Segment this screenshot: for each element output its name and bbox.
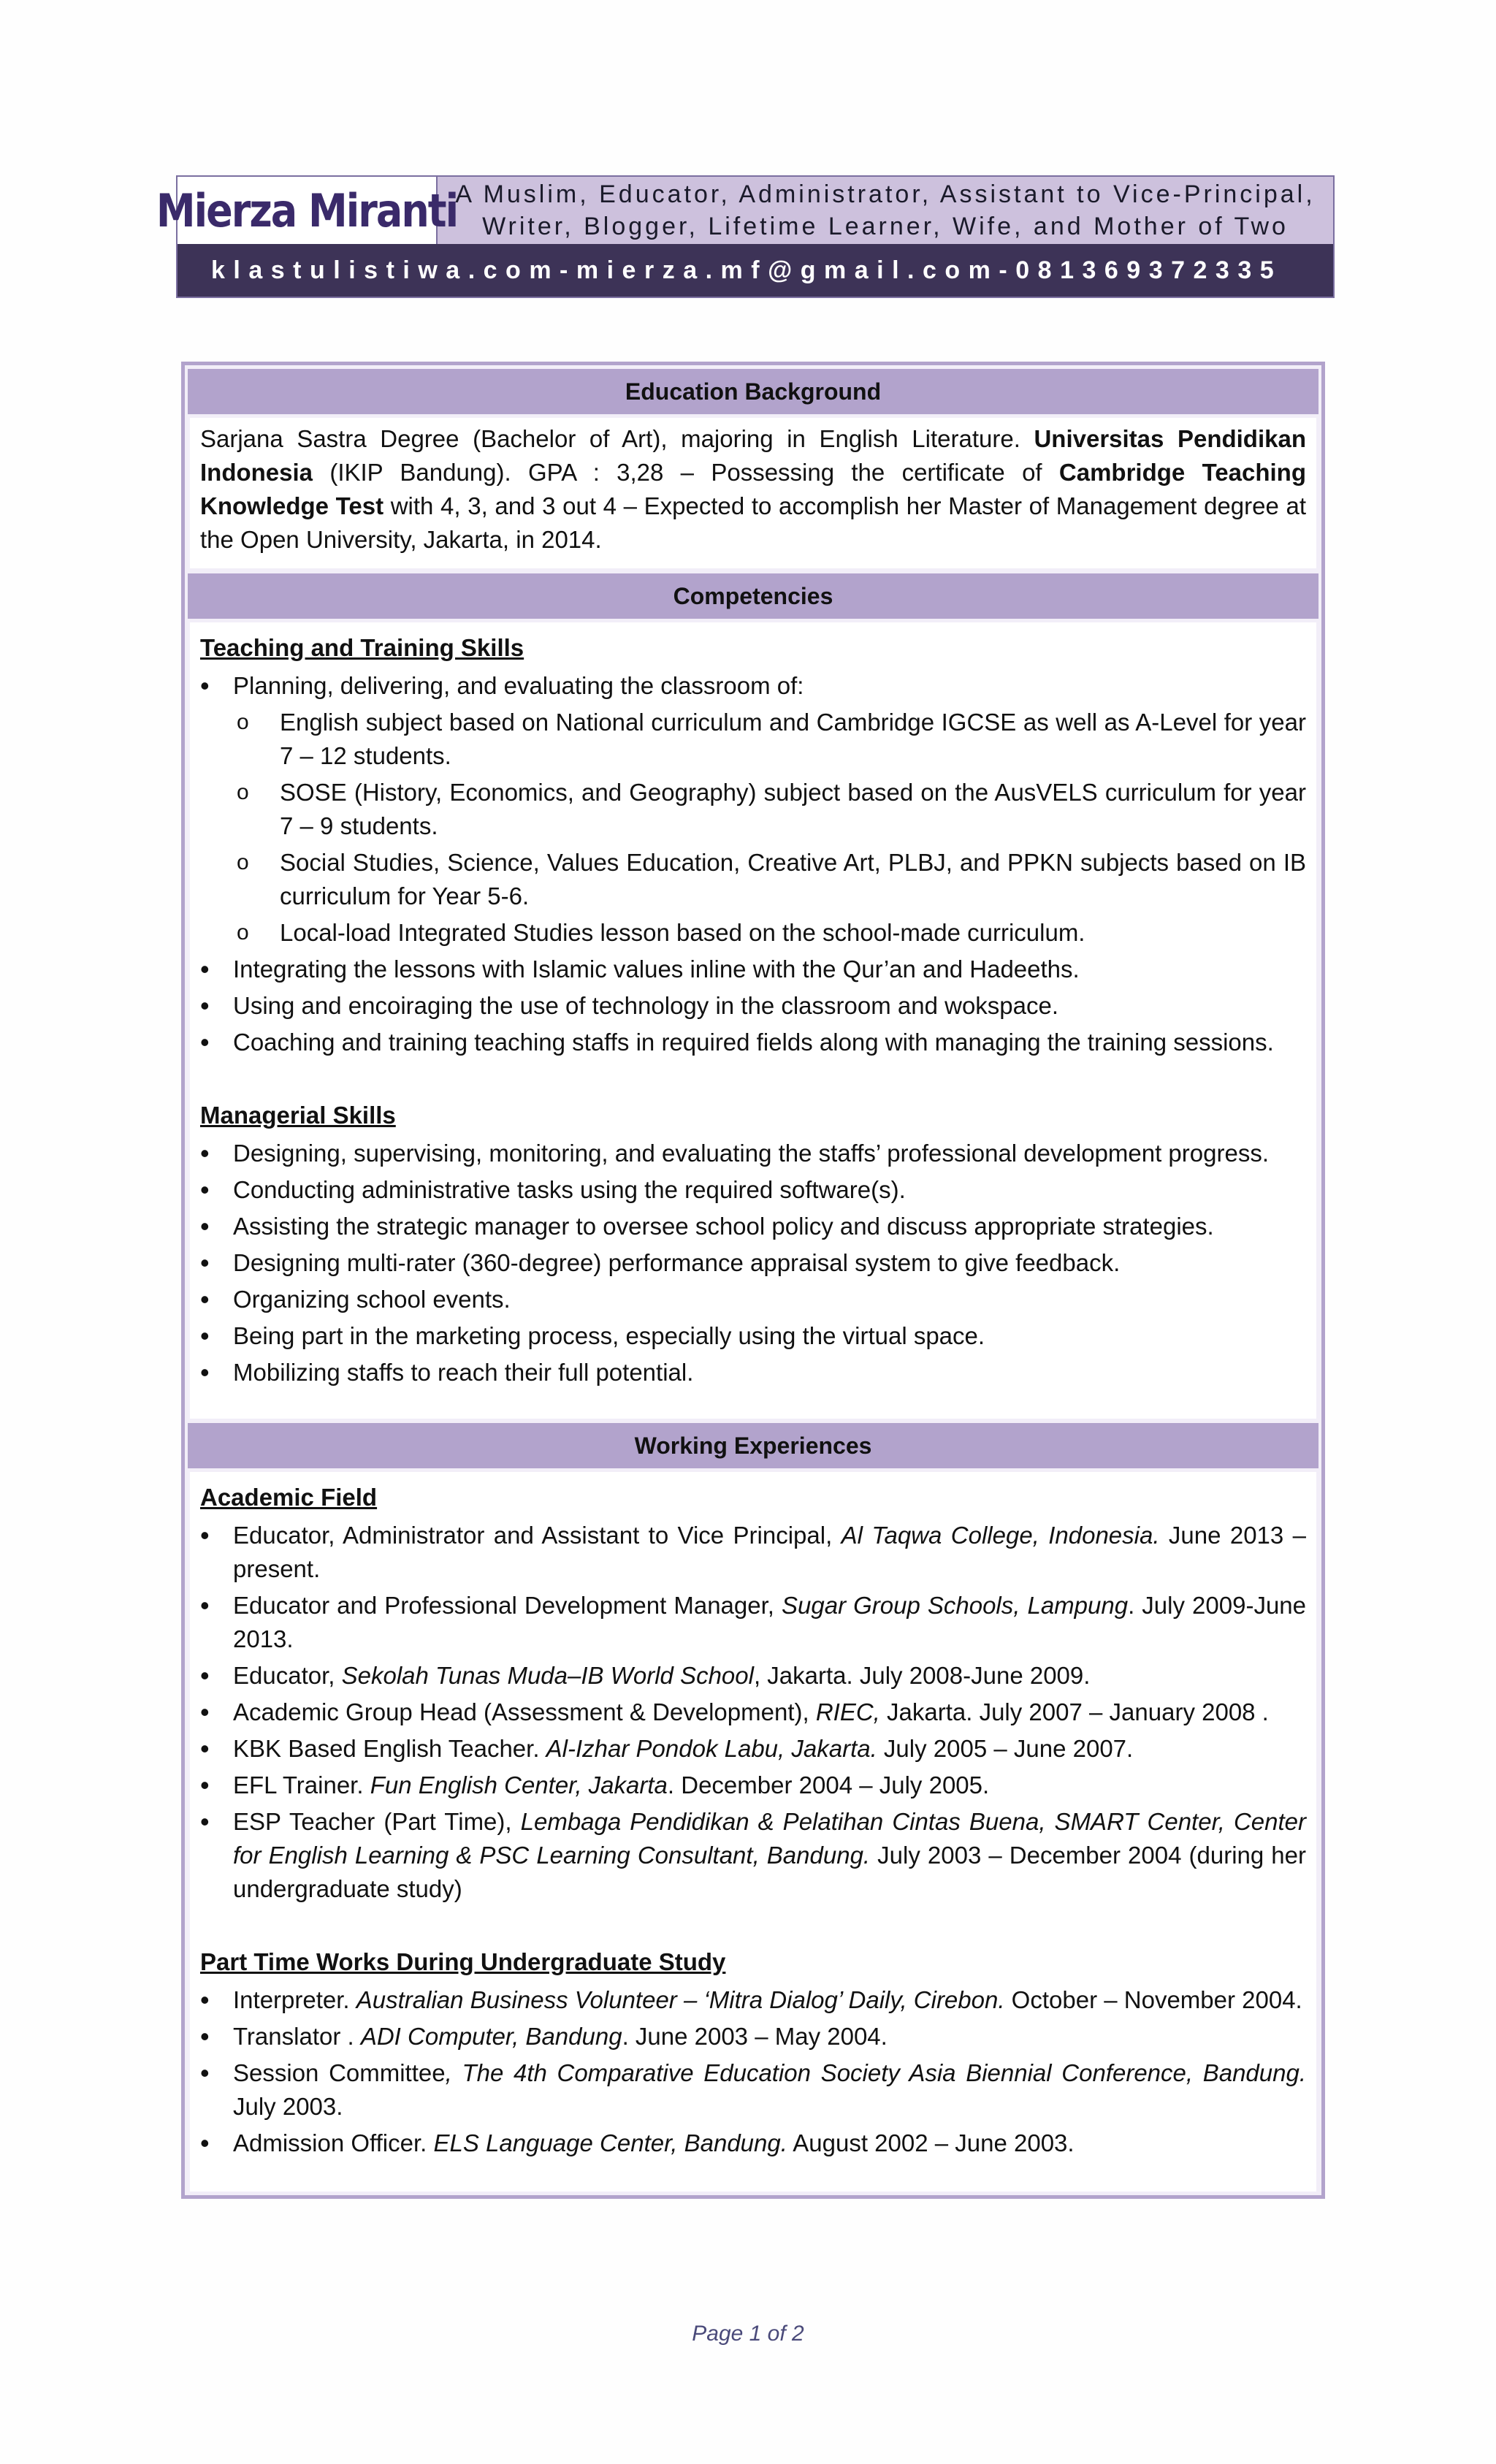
education-text: (IKIP Bandung). GPA : 3,28 – Possessing the certificate of xyxy=(313,459,1059,486)
sublist-item: o Social Studies, Science, Values Education, Creative Art, PLBJ, and PPKN subjects based on IB curriculum for Year 5-6. xyxy=(200,846,1306,913)
spacer xyxy=(200,1909,1306,1941)
spacer xyxy=(200,1062,1306,1094)
section-heading-education xyxy=(188,369,1318,414)
subheading-teaching: Teaching and Training Skills xyxy=(200,634,524,661)
period: , Jakarta. July 2008-June 2009. xyxy=(753,1662,1091,1689)
list-item: • Coaching and training teaching staffs in required fields along with managing the training sessions. xyxy=(200,1026,1306,1059)
period: . June 2003 – May 2004. xyxy=(622,2023,888,2050)
tagline-line-2: Writer, Blogger, Lifetime Learner, Wife, and Mother of Two xyxy=(482,213,1289,240)
experience-item xyxy=(200,1659,1306,1693)
list-item: • Mobilizing staffs to reach their full potential. xyxy=(200,1356,1306,1389)
list-item: • Integrating the lessons with Islamic values inline with the Qur’an and Hadeeths. xyxy=(200,953,1306,986)
separator: - xyxy=(560,256,576,284)
period: . December 2004 – July 2005. xyxy=(667,1771,990,1799)
sublist-item: o SOSE (History, Economics, and Geography) subject based on the AusVELS curriculum for year 7 – 9 students. xyxy=(200,776,1306,843)
workplace: Al-Izhar Pondok Labu, Jakarta. xyxy=(546,1735,877,1762)
workplace: Sekolah Tunas Muda–IB World School xyxy=(341,1662,754,1689)
role: Interpreter. xyxy=(233,1986,356,2013)
page-number: Page 1 of 2 xyxy=(692,2322,804,2346)
workplace: Australian Business Volunteer – ‘Mitra Dialog’ Daily, Cirebon. xyxy=(356,1986,1005,2013)
list-item: • Being part in the marketing process, especially using the virtual space. xyxy=(200,1319,1306,1353)
experience-item xyxy=(200,1696,1306,1729)
subheading-academic: Academic Field xyxy=(200,1484,378,1511)
role: Translator . xyxy=(233,2023,361,2050)
role: Educator and Professional Development Manager, xyxy=(233,1592,782,1619)
university-name: Universitas Pendidikan Indonesia xyxy=(200,425,1306,486)
workplace: Lembaga Pendidikan & Pelatihan Cintas Buena, SMART Center, Center for English Learning & PSC Learning Consultant, Bandung. xyxy=(233,1808,1306,1869)
contact-bar xyxy=(178,244,1333,297)
parttime-list xyxy=(200,1983,1306,2160)
period: Jakarta. July 2007 – January 2008 . xyxy=(879,1698,1269,1725)
workplace: RIEC, xyxy=(815,1698,880,1725)
list-item xyxy=(200,669,1306,703)
header-top-row xyxy=(156,177,1333,244)
period: July 2003. xyxy=(233,2093,343,2120)
subheading-parttime: Part Time Works During Undergraduate Study xyxy=(200,1948,726,1975)
teaching-sublist xyxy=(200,706,1306,950)
experience-section xyxy=(190,1472,1316,2192)
list-item: • Designing multi-rater (360-degree) performance appraisal system to give feedback. xyxy=(200,1246,1306,1280)
period: August 2002 – June 2003. xyxy=(787,2129,1075,2156)
workplace: , The 4th Comparative Education Society Asia Biennial Conference, Bandung. xyxy=(445,2059,1307,2086)
section-title: Competencies xyxy=(673,582,833,609)
section-title: Education Background xyxy=(625,378,882,405)
role: Educator, Administrator and Assistant to Vice Principal, xyxy=(233,1522,842,1549)
teaching-list xyxy=(200,669,1306,703)
education-text: with 4, 3, and 3 out 4 – Expected to accomplish her Master of Management degree at the Open University, Jakarta, in 2014. xyxy=(200,492,1306,553)
role: Academic Group Head (Assessment & Development), xyxy=(233,1698,816,1725)
role: Educator, xyxy=(233,1662,342,1689)
role: Session Committee xyxy=(233,2059,446,2086)
education-section xyxy=(190,418,1316,568)
workplace: Fun English Center, Jakarta xyxy=(370,1771,668,1799)
managerial-list xyxy=(200,1137,1306,1389)
experience-item xyxy=(200,1769,1306,1802)
experience-item xyxy=(200,1732,1306,1766)
period: July 2003 – December 2004 (during her undergraduate study) xyxy=(233,1842,1306,1902)
role: Admission Officer. xyxy=(233,2129,434,2156)
workplace: ELS Language Center, Bandung. xyxy=(433,2129,787,2156)
list-item: • Assisting the strategic manager to oversee school policy and discuss appropriate strategies. xyxy=(200,1210,1306,1243)
workplace: Al Taqwa College, Indonesia. xyxy=(841,1522,1160,1549)
section-heading-experience xyxy=(188,1423,1318,1468)
experience-item xyxy=(200,1805,1306,1906)
candidate-name: Mierza Miranti xyxy=(156,183,458,237)
list-item: • Designing, supervising, monitoring, and evaluating the staffs’ professional development progress. xyxy=(200,1137,1306,1170)
name-box xyxy=(156,177,458,244)
role: ESP Teacher (Part Time), xyxy=(233,1808,521,1835)
website-link[interactable]: klastulistiwa.com xyxy=(211,256,560,284)
workplace: ADI Computer, Bandung xyxy=(360,2023,622,2050)
experience-item xyxy=(200,2127,1306,2160)
separator: - xyxy=(999,256,1016,284)
certificate-name: Cambridge Teaching Knowledge Test xyxy=(200,459,1306,519)
experience-item xyxy=(200,1519,1306,1586)
phone-number: 081369372335 xyxy=(1015,256,1283,284)
period: October – November 2004. xyxy=(1004,1986,1302,2013)
list-item: • Using and encoiraging the use of technology in the classroom and wokspace. xyxy=(200,989,1306,1023)
resume-header xyxy=(156,175,1335,298)
section-title: Working Experiences xyxy=(634,1432,872,1459)
tagline-line-1: A Muslim, Educator, Administrator, Assistant to Vice-Principal, xyxy=(455,180,1316,208)
role: EFL Trainer. xyxy=(233,1771,370,1799)
workplace: Sugar Group Schools, Lampung xyxy=(782,1592,1129,1619)
sublist-item: o Local-load Integrated Studies lesson based on the school-made curriculum. xyxy=(200,916,1306,950)
sublist-item: o English subject based on National curriculum and Cambridge IGCSE as well as A-Level for year 7 – 12 students. xyxy=(200,706,1306,773)
experience-item xyxy=(200,2056,1306,2124)
list-item: • Organizing school events. xyxy=(200,1283,1306,1316)
education-paragraph xyxy=(200,422,1306,557)
subheading-managerial: Managerial Skills xyxy=(200,1102,396,1129)
role: KBK Based English Teacher. xyxy=(233,1735,546,1762)
tagline xyxy=(438,177,1333,244)
email-link[interactable]: mierza.mf@gmail.com xyxy=(576,256,999,284)
period: July 2005 – June 2007. xyxy=(877,1735,1134,1762)
list-item-text: Planning, delivering, and evaluating the classroom of: xyxy=(233,672,804,699)
education-text: Sarjana Sastra Degree (Bachelor of Art), majoring in English Literature. xyxy=(200,425,1034,452)
section-heading-competencies xyxy=(188,573,1318,619)
period: June 2013 – present. xyxy=(233,1522,1306,1582)
experience-item xyxy=(200,2020,1306,2053)
list-item: • Conducting administrative tasks using the required software(s). xyxy=(200,1173,1306,1207)
academic-list xyxy=(200,1519,1306,1906)
teaching-list xyxy=(200,953,1306,1059)
experience-item xyxy=(200,1983,1306,2017)
competencies-section xyxy=(190,622,1316,1419)
period: . July 2009-June 2013. xyxy=(233,1592,1306,1652)
experience-item xyxy=(200,1589,1306,1656)
